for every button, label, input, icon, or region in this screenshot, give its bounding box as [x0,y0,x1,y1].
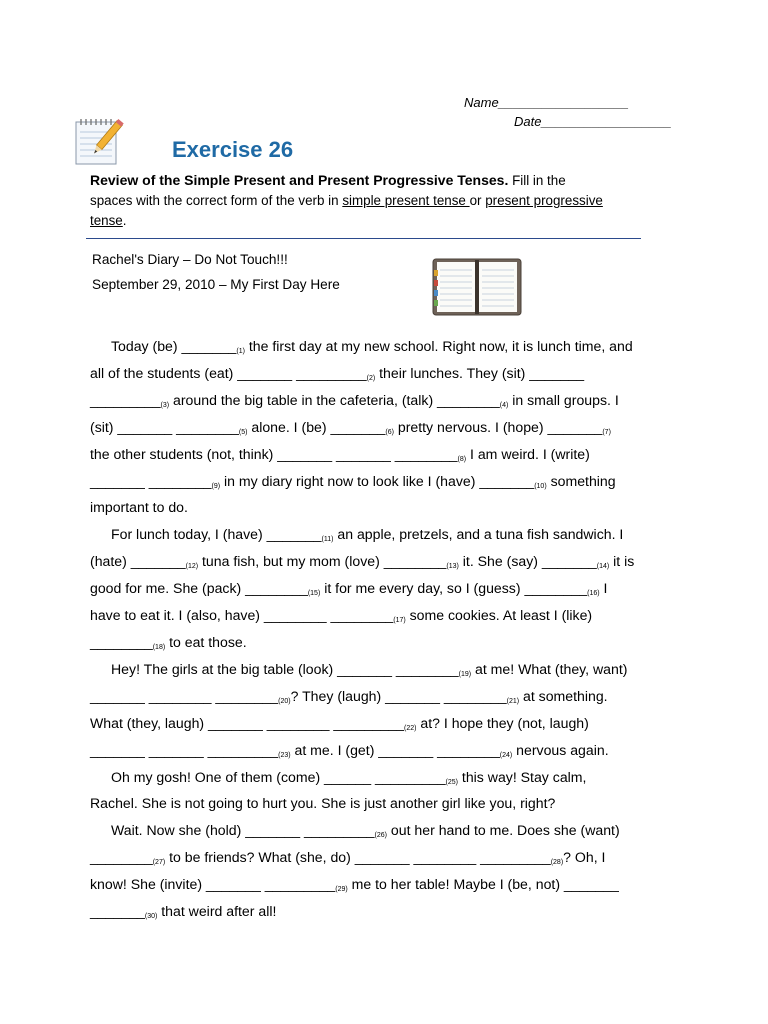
story-text: (hate) _______ [90,553,186,570]
story-text: _______ ________ ________ [90,687,279,704]
story-text: it is [609,553,635,570]
blank-number: (7) [602,428,611,436]
blank-number: (1) [236,348,245,355]
blank-number: (18) [152,643,166,651]
story-text: Rachel. She is not going to hurt you. She is just another girl like you, right? [90,795,556,812]
story-text: to be friends? What (she, do) _______ ________ _________ [165,849,551,866]
story-text: all of the students (eat) _______ _________ [90,364,367,381]
story-text: For lunch today, I (have) _______ [111,526,322,543]
instructions-text: or [469,193,486,208]
blank-number: (19) [458,670,472,678]
blank-number: (23) [278,751,291,759]
story-text: tuna fish, but my mom (love) ________ [198,553,447,570]
instructions-text: . [122,213,127,228]
instructions-underline-2: present progressive tense [90,193,603,228]
story-text: _______ ________ [90,472,212,489]
story-text: _______ [90,903,145,920]
blank-number: (12) [185,563,199,571]
story-text: Hey! The girls at the big table (look) _______ ________ [111,660,459,677]
blank-number: (27) [152,859,166,867]
blank-number: (16) [587,590,600,598]
story-text: their lunches. They (sit) _______ [375,364,585,381]
blank-number: (26) [374,832,387,840]
story-text: ________ [90,633,153,650]
story-text: I [599,580,608,597]
blank-number: (3) [160,401,170,409]
story-paragraph-4 [90,764,690,818]
story-text: I am weird. I (write) [466,445,590,462]
story-text: that weird after all! [157,903,277,920]
story-text: at something. [519,687,608,704]
blank-number: (30) [144,913,158,921]
instructions [90,170,610,231]
story-text: (sit) _______ ________ [90,418,239,435]
blank-number: (14) [596,563,610,571]
blank-number: (13) [446,563,459,571]
story-paragraph-1 [90,333,690,521]
story-text: ? Oh, I [563,849,606,866]
story-text: important to do. [90,499,188,516]
story-text: the first day at my new school. Right now, it is lunch time, and [244,338,633,354]
date-field-line[interactable]: Date__________________ [514,114,672,129]
story-text: out her hand to me. Does she (want) [386,822,620,839]
page-title: Exercise 26 [172,137,294,162]
notepad-pencil-icon [72,116,130,168]
blank-number: (9) [211,482,221,490]
story-text: to eat those. [165,633,247,650]
story-paragraph-5 [90,817,690,925]
story-text: ________ [90,849,153,866]
story-text: at me! What (they, want) [471,660,628,677]
blank-number: (11) [321,536,334,544]
blank-number: (22) [403,724,417,732]
story-text: me to her table! Maybe I (be, not) _______ [347,876,619,893]
story-text: the other students (not, think) _______ _______ ________ [90,445,458,462]
story-text: good for me. She (pack) ________ [90,580,308,597]
blank-number: (4) [499,401,509,409]
blank-number: (8) [457,455,467,463]
blank-number: (28) [550,859,564,867]
story-text: in my diary right now to look like I (have) _______ [220,472,535,489]
story-text: this way! Stay calm, [458,768,587,785]
diary-title: Rachel's Diary – Do Not Touch!!! [92,252,288,267]
story-text: it for me every day, so I (guess) ________ [320,580,588,597]
story-text: some cookies. At least I (like) [405,607,593,624]
story-text: around the big table in the cafeteria, (talk) ________ [169,391,500,408]
blank-number: (24) [499,751,513,759]
story-text: nervous again. [512,741,609,758]
story-text: have to eat it. I (also, have) ________ ________ [90,607,394,624]
story-text: at? I hope they (not, laugh) [416,714,589,731]
diary-story [90,333,690,925]
blank-number: (6) [385,428,394,436]
story-text: What (they, laugh) _______ ________ _________ [90,714,404,731]
blank-number: (10) [534,482,547,490]
story-paragraph-3 [90,656,690,764]
story-text: an apple, pretzels, and a tuna fish sandwich. I [333,526,624,543]
story-paragraph-2 [90,521,690,656]
story-text: pretty nervous. I (hope) _______ [393,418,603,435]
blank-number: (5) [238,428,248,436]
instructions-heading: Review of the Simple Present and Present Progressive Tenses. [90,172,509,188]
blank-number: (20) [278,697,291,705]
blank-number: (2) [366,374,376,382]
story-text: Oh my gosh! One of them (come) ______ _________ [111,768,446,785]
story-text: _________ [90,391,161,408]
diary-date: September 29, 2010 – My First Day Here [92,277,340,292]
story-text: ? They (laugh) _______ ________ [290,687,507,704]
instructions-text: Fill in the spaces with the correct form of the verb in [90,173,566,208]
story-text: it. She (say) _______ [458,553,597,570]
diary-book-icon [432,258,522,316]
blank-number: (25) [445,778,458,786]
story-text: Today (be) _______ [111,338,237,354]
blank-number: (17) [393,617,406,625]
story-text: _______ _______ _________ [90,741,279,758]
story-text: in small groups. I [508,391,619,408]
story-text: alone. I (be) _______ [247,418,386,435]
blank-number: (29) [335,886,348,894]
story-text: Wait. Now she (hold) _______ _________ [111,822,375,839]
name-field-line[interactable]: Name__________________ [464,95,629,110]
story-text: know! She (invite) _______ _________ [90,876,336,893]
blank-number: (15) [307,590,321,598]
instructions-underline-1: simple present tense [342,193,470,208]
divider-line [86,238,641,239]
blank-number: (21) [506,697,520,705]
story-text: at me. I (get) _______ ________ [290,741,500,758]
story-text: something [546,472,616,489]
